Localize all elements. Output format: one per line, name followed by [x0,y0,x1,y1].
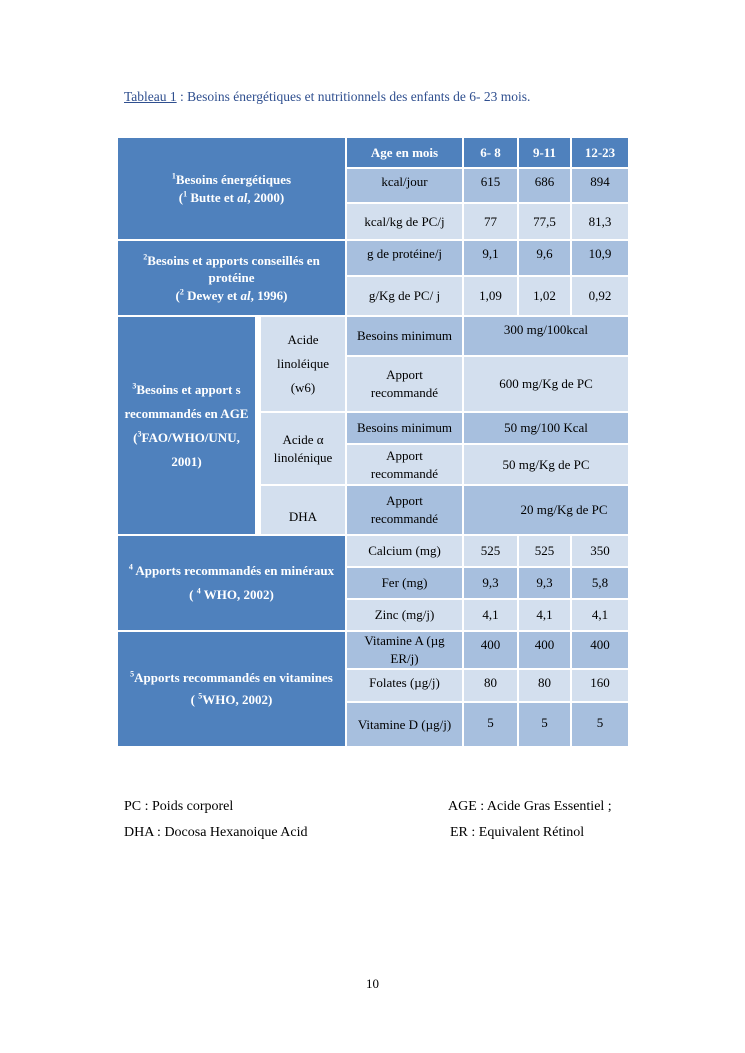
vitamins-category: $^5$Apports recommandés en vitamines ( $^5$WHO, 2002) [117,631,346,747]
caption-label: Tableau 1 [124,89,177,104]
row-label: Vitamine A (µg ER/j) [346,631,463,669]
cell: 5 [463,702,518,747]
row-label: Besoins minimum [346,412,463,444]
cell: 5,8 [571,567,629,599]
dha-name: DHA [260,485,346,535]
linolenic-name: Acide α linolénique [260,412,346,485]
cell: 80 [518,669,571,702]
legend-er: ER : Equivalent Rétinol [450,825,585,840]
cell: 4,1 [571,599,629,631]
cell: 1,02 [518,276,571,316]
header-age: Age en mois [346,137,463,168]
cell: 894 [571,168,629,203]
cell: 400 [463,631,518,669]
cell: 9,3 [518,567,571,599]
row-label: Zinc (mg/j) [346,599,463,631]
table-caption [124,89,530,105]
cell: 600 mg/Kg de PC [463,356,629,412]
cell: 9,1 [463,240,518,276]
cell: 300 mg/100kcal [463,316,629,356]
cell: 0,92 [571,276,629,316]
cell: 400 [518,631,571,669]
minerals-title: Apports recommandés en minéraux [132,563,335,578]
cell: 615 [463,168,518,203]
cell: 9,3 [463,567,518,599]
cell: 81,3 [571,203,629,240]
cell: 400 [571,631,629,669]
row-label: kcal/jour [346,168,463,203]
row-label: Vitamine D (µg/j) [346,702,463,747]
cell: 9,6 [518,240,571,276]
header-col-2: 9-11 [518,137,571,168]
cell: 80 [463,669,518,702]
vitamins-title: Apports recommandés en vitamines [134,670,333,685]
legend-pc: PC : Poids corporel [124,799,234,814]
linoleic-name: Acide linoléique (w6) [260,316,346,412]
cell: 5 [518,702,571,747]
energy-title: Besoins énergétiques [175,171,292,187]
cell: 1,09 [463,276,518,316]
page-number: 10 [366,976,379,991]
protein-title: Besoins et apports conseillés en protéine [147,252,320,286]
row-label: Apport recommandé [346,356,463,412]
cell: 525 [518,535,571,567]
energy-category: $^1$Besoins énergétiques ($^1$ Butte et al, 2000) [117,137,346,240]
cell: 350 [571,535,629,567]
cell: 50 mg/100 Kcal [463,412,629,444]
cell: 20 mg/Kg de PC [463,485,629,535]
minerals-category: $^4$ Apports recommandés en minéraux ( $^4$ WHO, 2002) [117,535,346,631]
row-label: g/Kg de PC/ j [346,276,463,316]
age-title: Besoins et apport s recommandés en AGE [124,381,249,421]
cell: 10,9 [571,240,629,276]
nutrition-table [117,137,629,747]
cell: 160 [571,669,629,702]
cell: 50 mg/Kg de PC [463,444,629,485]
row-label: Besoins minimum [346,316,463,356]
row-label: Apport recommandé [346,485,463,535]
row-label: kcal/kg de PC/j [346,203,463,240]
row-label: Fer (mg) [346,567,463,599]
cell: 4,1 [518,599,571,631]
legend-dha: DHA : Docosa Hexanoique Acid [124,825,308,840]
caption-text: : Besoins énergétiques et nutritionnels des enfants de 6- 23 mois. [176,89,531,104]
cell: 77 [463,203,518,240]
cell: 4,1 [463,599,518,631]
row-label: Folates (µg/j) [346,669,463,702]
protein-category: $^2$Besoins et apports conseillés en protéine ($^2$ Dewey et al, 1996) [117,240,346,316]
row-label: g de protéine/j [346,240,463,276]
header-col-3: 12-23 [571,137,629,168]
row-label: Apport recommandé [346,444,463,485]
cell: 686 [518,168,571,203]
cell: 525 [463,535,518,567]
legend-age: AGE : Acide Gras Essentiel ; [448,799,612,814]
cell: 77,5 [518,203,571,240]
age-category: $^3$Besoins et apport s recommandés en AGE ($^3$FAO/WHO/UNU, 2001) [117,316,256,535]
cell: 5 [571,702,629,747]
header-col-1: 6- 8 [463,137,518,168]
row-label: Calcium (mg) [346,535,463,567]
